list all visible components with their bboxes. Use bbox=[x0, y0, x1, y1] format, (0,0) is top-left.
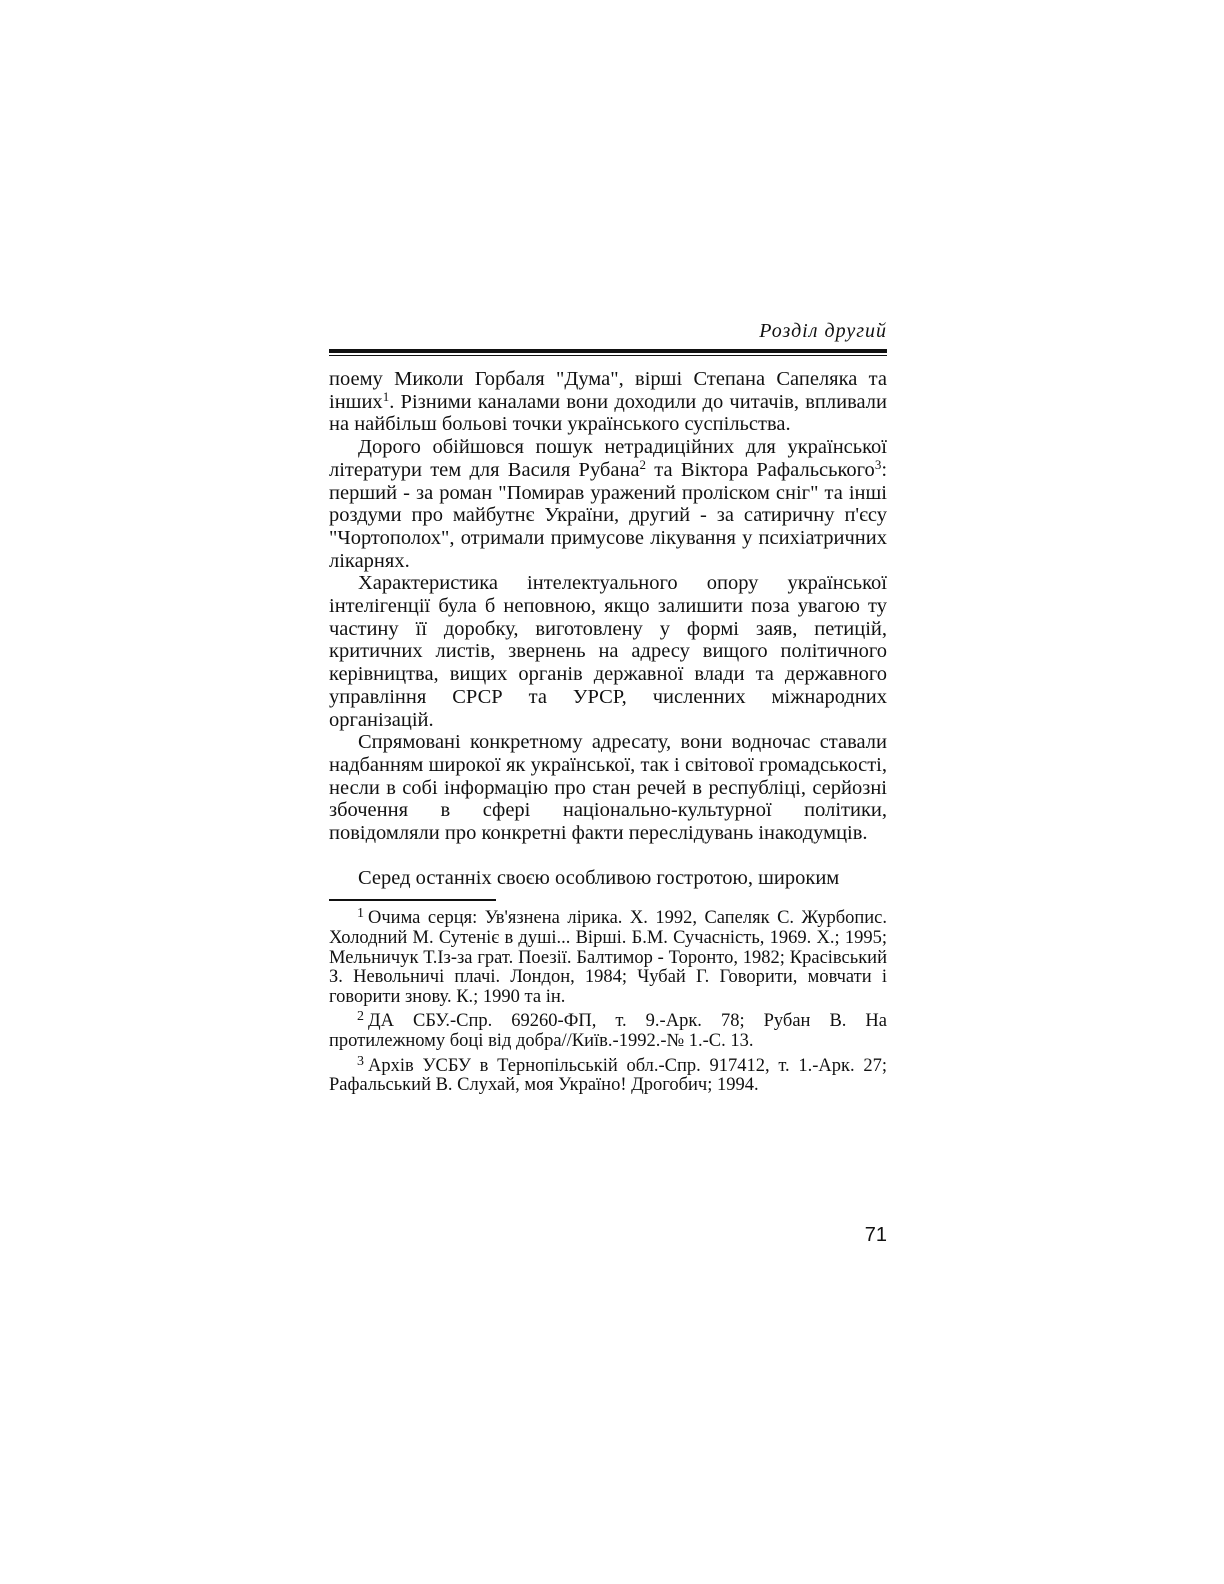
body-text bbox=[329, 368, 887, 889]
running-head: Розділ другий bbox=[759, 320, 887, 342]
footnote-3: $^3$ Архів УСБУ в Тернопільській обл.-Спр. 917412, т. 1.-Арк. 27; Рафальський В. Слухай, моя Україно! Дрогобич; 1994. bbox=[329, 1053, 887, 1096]
paragraph-4: Спрямовані конкретному адресату, вони водночас ставали надбанням широкої як української, так і світової громадськості, несли в собі інформацію про стан речей в республіці, серйозні збочення в сфері національно-культурної політики, повідомляли про конкретні факти переслідувань інакодумців. bbox=[329, 731, 887, 845]
footnotes bbox=[329, 906, 887, 1096]
footnote-ref-1: 1 bbox=[382, 388, 390, 404]
paragraph-5: Серед останніх своєю особливою гостротою, широким bbox=[358, 866, 840, 889]
paragraph-2: Дорого обійшовся пошук нетрадиційних для української літератури тем для Василя Рубана$^2$ та Віктора Рафальського$^3$: перший - за роман "Помирав уражений пролiском сніг" та інші роздуми про майбутнє України, другий - за сатиричну п'єсу "Чортополох", отримали примусове лікування у психіатричних лікарнях. bbox=[329, 436, 888, 572]
page-content bbox=[329, 318, 887, 1101]
footnote-ref-2: 2 bbox=[639, 456, 647, 472]
footnote-1: $^1$ Очима серця: Ув'язнена лірика. Х. 1992, Сапеляк С. Журбопис. Холодний М. Сутеніє в душі... Вірші. Б.М. Сучасність, 1969. Х.; 1995; Мельничук Т.Із-за грат. Поезії. Балтимор - Торонто, 1982; Красівський З. Невольничі плачі. Лондон, 1984; Чубай Г. Говорити, мовчати і говорити знову. К.; 1990 та ін. bbox=[329, 906, 887, 1007]
paragraph-3: Характеристика інтелектуального опору української інтелігенції була б неповною, якщо залишити поза увагою ту частину її доробку, виготовлену у формі заяв, петицій, критичних листів, звернень на адресу вищого політичного керівництва, вищих органів державної влади та державного управління СРСР та УРСР, численних міжнародних організацій. bbox=[329, 572, 887, 731]
footnote-ref-3: 3 bbox=[874, 456, 882, 472]
footnote-mark-1: 1 bbox=[357, 906, 364, 922]
page-number: 71 bbox=[864, 1224, 887, 1246]
footnote-separator bbox=[329, 899, 496, 901]
footnote-2: $^2$ ДА СБУ.-Спр. 69260-ФП, т. 9.-Арк. 78; Рубан В. На протилежному боці від добра//Київ.-1992.-№ 1.-С. 13. bbox=[329, 1009, 887, 1052]
footnote-mark-3: 3 bbox=[357, 1053, 364, 1069]
paragraph-1: поему Миколи Горбаля "Дума", вірші Степана Сапеляка та інших$^1$. Різними каналами вони доходили до читачів, впливали на найбільш больові точки українського суспільства. bbox=[329, 368, 887, 436]
header-double-rule bbox=[329, 349, 887, 356]
footnote-mark-2: 2 bbox=[357, 1009, 364, 1025]
